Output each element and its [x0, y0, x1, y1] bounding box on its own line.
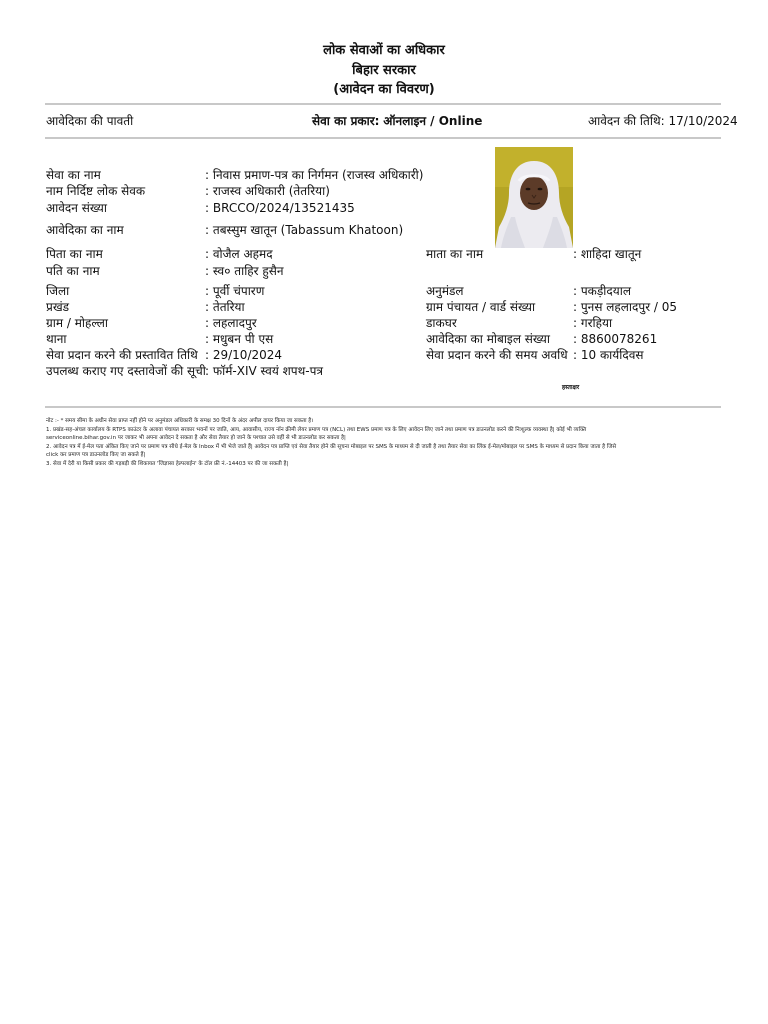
documents-value: : फॉर्म-XIV स्वयं शपथ-पत्र: [205, 364, 324, 378]
father-name-label: पिता का नाम: [46, 247, 103, 261]
mother-name-value: : शाहिदा खातून: [573, 247, 642, 261]
bottom-rule: [45, 406, 721, 408]
village-value: : लहलादपुर: [205, 316, 257, 330]
district-label: जिला: [46, 284, 70, 298]
proposed-date-label: सेवा प्रदान करने की प्रस्तावित तिथि: [46, 348, 198, 362]
proposed-date-value: : 29/10/2024: [205, 348, 283, 362]
panchayat-label: ग्राम पंचायत / वार्ड संख्या: [426, 300, 536, 314]
mobile-value: : 8860078261: [573, 332, 658, 346]
applicant-name-value: : तबस्सुम खातून (Tabassum Khatoon): [205, 223, 404, 237]
block-value: : तेतरिया: [205, 300, 245, 314]
note-line: click कर प्रमाण पत्र डाउनलोड किए जा सकते हैं|: [46, 452, 146, 459]
service-type-value: ऑनलाइन / Online: [383, 114, 483, 128]
header-title: लोक सेवाओं का अधिकार: [323, 43, 445, 58]
husband-name-value: : स्व० ताहिर हुसैन: [205, 264, 284, 278]
application-date: [588, 114, 738, 129]
district-value: : पूर्वी चंपारण: [205, 284, 265, 298]
applicant-name-label: आवेदिका का नाम: [46, 223, 124, 237]
application-number-label: आवेदन संख्या: [46, 201, 107, 215]
officer-value: : राजस्व अधिकारी (तेतरिया): [205, 184, 330, 198]
panchayat-value: : पुनस लहलादपुर / 05: [573, 300, 678, 314]
service-type: [312, 114, 482, 129]
police-station-label: थाना: [46, 332, 67, 346]
signature-label: हस्ताक्षर: [562, 384, 580, 391]
applicant-photo: [495, 147, 573, 248]
note-line: serviceonline.bihar.gov.in पर जाकर भी अपना आवेदन दे सकता है और सेवा तैयार हो जाने के पश्चात उसे वहीं से भी डाउनलोड कर सकता है|: [46, 435, 346, 442]
application-date-label: आवेदन की तिथि:: [588, 114, 665, 128]
husband-name-label: पति का नाम: [46, 264, 100, 278]
subdivision-value: : पकड़ीदयाल: [573, 284, 631, 298]
service-name-value: : निवास प्रमाण-पत्र का निर्गमन (राजस्व अधिकारी): [205, 168, 424, 182]
receipt-label: आवेदिका की पावती: [46, 114, 134, 128]
post-office-value: : गरहिया: [573, 316, 613, 330]
village-label: ग्राम / मोहल्ला: [46, 316, 109, 330]
header-subtitle: (आवेदन का विवरण): [333, 82, 435, 97]
mobile-label: आवेदिका का मोबाइल संख्या: [426, 332, 550, 346]
note-line: 1. प्रखंड-सह-अंचल कार्यालय के RTPS काउंटर के अलावा पंचायत सरकार भवनों पर जाति, आय, आवासीय, राज्य नॉन क्रीमी लेयर प्रमाण पत्र (NCL) तथा EWS प्रमाण पत्र के लिए आवेदन लिए जाने तथा प्रमाण पत्र डाउनलोड करने की निःशुल्क व्यवस्था है| कोई भी व्यक्ति: [46, 426, 587, 433]
note-line: नोट :- * समय सीमा के अधीन सेवा प्राप्त नहीं होने पर अनुमंडल अधिकारी के समक्ष 30 दिनों के अंदर अपील दायर किया जा सकता है।: [46, 418, 314, 424]
header-government: बिहार सरकार: [352, 63, 416, 78]
mid-rule: [45, 137, 721, 139]
post-office-label: डाकघर: [426, 316, 457, 330]
top-rule: [45, 103, 721, 105]
mother-name-label: माता का नाम: [426, 247, 484, 261]
notes-section: [46, 417, 722, 469]
block-label: प्रखंड: [46, 300, 70, 314]
note-line: 3. सेवा में देरी या किसी प्रकार की गड़बड़ी की शिकायत 'जिज्ञासा हेल्पलाईन' के टॉल फ्री नं.-14403 पर की जा सकती है|: [46, 460, 289, 467]
subdivision-label: अनुमंडल: [426, 284, 464, 298]
application-number-value: : BRCCO/2024/13521435: [205, 201, 355, 215]
service-name-label: सेवा का नाम: [46, 168, 101, 182]
time-limit-label: सेवा प्रदान करने की समय अवधि: [426, 348, 568, 362]
time-limit-value: : 10 कार्यदिवस: [573, 348, 644, 362]
police-station-value: : मधुबन पी एस: [205, 332, 274, 346]
note-line: 2. आवेदन पत्र में ई-मेल पता अंकित किए जाने पर प्रमाण पत्र सीधे ई-मेल के Inbox में भी भेजे जाते हैं| आवेदन पत्र प्राप्ति एवं सेवा तैयार होने की सूचना मोबाइल पर SMS के माध्यम से दी जाती है तथा तैयार सेवा का लिंक ई-मेल/मोबाइल पर SMS के माध्यम से प्रदान किया जाता है जिसे: [46, 443, 617, 450]
documents-label: उपलब्ध कराए गए दस्तावेजों की सूची: [46, 364, 206, 378]
application-date-value: 17/10/2024: [668, 114, 738, 128]
service-type-label: सेवा का प्रकार:: [312, 114, 380, 128]
officer-label: नाम निर्दिष्ट लोक सेवक: [46, 184, 146, 198]
father-name-value: : वोजैल अहमद: [205, 247, 273, 261]
